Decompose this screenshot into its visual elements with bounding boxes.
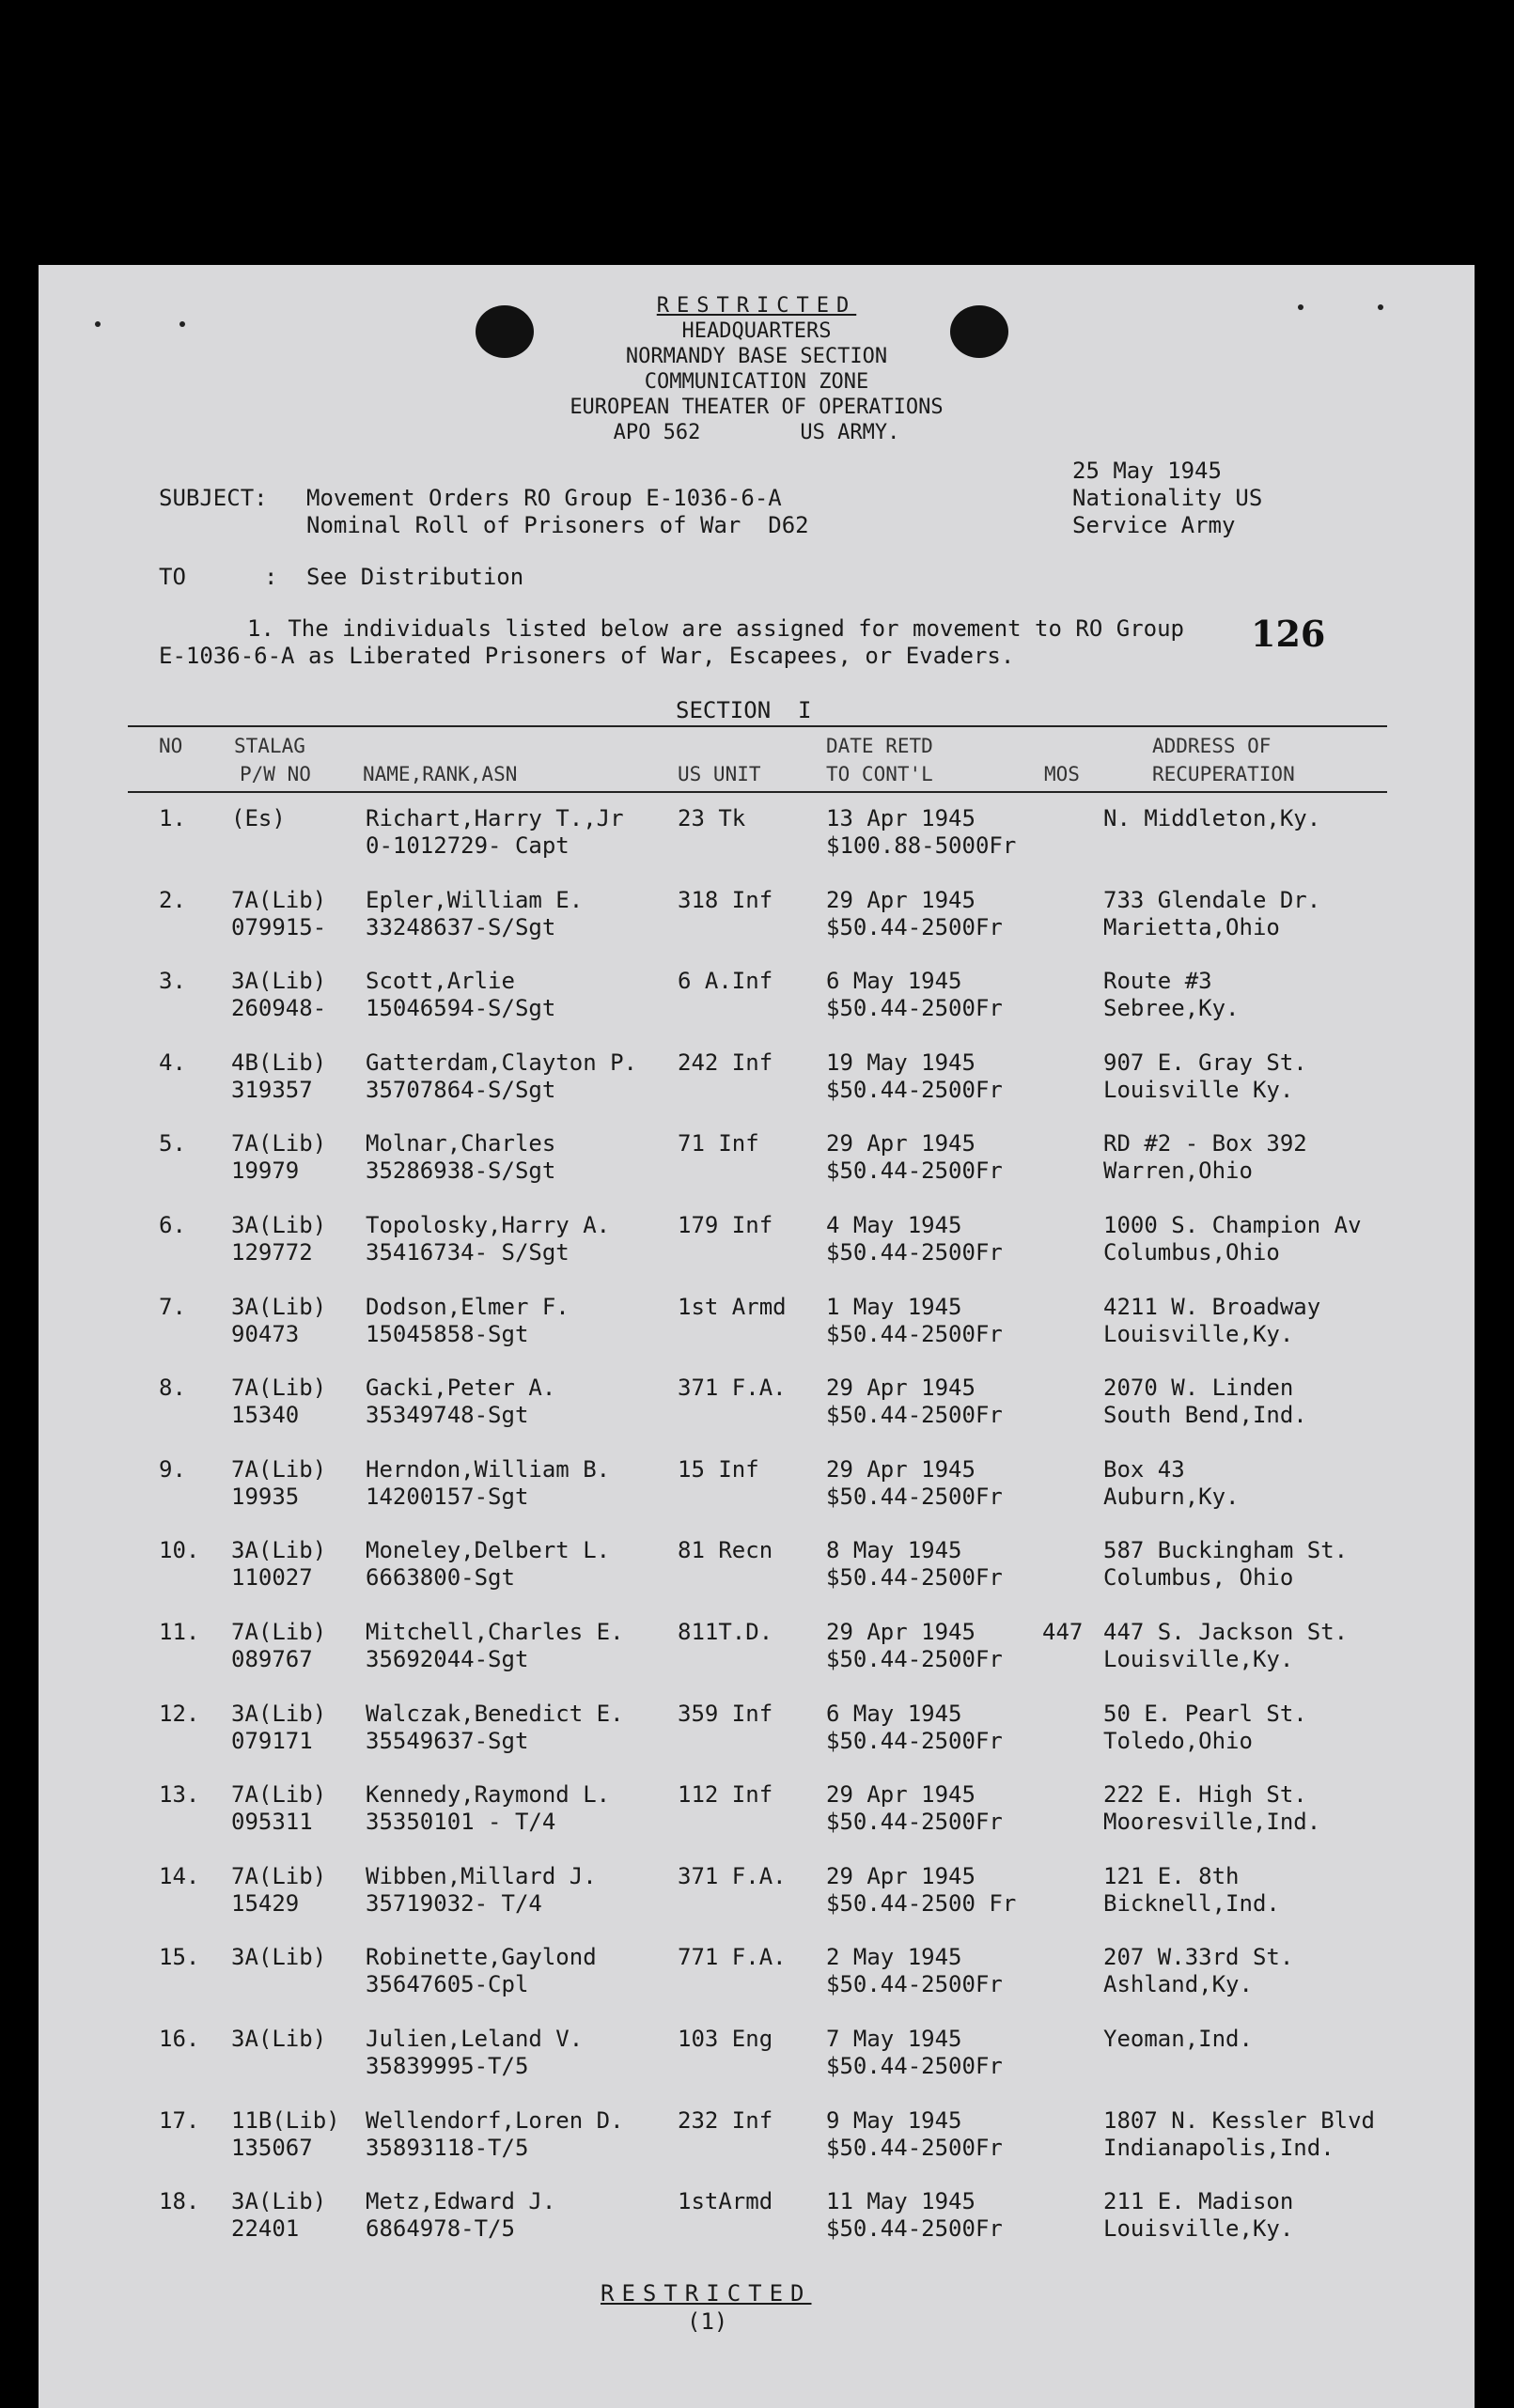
date-returned: 8 May 1945 xyxy=(826,1537,962,1564)
stalag: 3A(Lib) xyxy=(231,1293,327,1320)
payment: $50.44-2500 Fr xyxy=(826,1889,1017,1917)
prisoner-name: Walczak,Benedict E. xyxy=(366,1700,624,1727)
us-unit: 359 Inf xyxy=(678,1700,773,1727)
stalag: 3A(Lib) xyxy=(231,968,327,995)
date-returned: 29 Apr 1945 xyxy=(826,1862,976,1889)
pw-number: 19935 xyxy=(231,1483,300,1510)
letterhead-line: HEADQUARTERS xyxy=(681,319,832,343)
address-line: 2070 W. Linden xyxy=(1103,1375,1294,1402)
date-returned: 29 Apr 1945 xyxy=(826,1375,976,1402)
mos: 447 xyxy=(1042,1619,1084,1645)
date-returned: 2 May 1945 xyxy=(826,1944,962,1971)
table-row xyxy=(39,968,1475,1049)
prisoner-name: Gacki,Peter A. xyxy=(366,1375,556,1402)
us-unit: 15 Inf xyxy=(678,1455,759,1483)
prisoner-name: Julien,Leland V. xyxy=(366,2026,584,2052)
address-line: 447 S. Jackson St. xyxy=(1103,1619,1349,1645)
us-unit: 1stArmd xyxy=(678,2188,773,2215)
table-row xyxy=(39,1294,1475,1375)
payment: $50.44-2500Fr xyxy=(826,1483,1003,1510)
payment: $50.44-2500Fr xyxy=(826,1320,1003,1347)
pw-number: 079915- xyxy=(231,913,327,940)
serial-rank: 15045858-Sgt xyxy=(366,1320,529,1347)
us-unit: 371 F.A. xyxy=(678,1375,787,1402)
serial-rank: 33248637-S/Sgt xyxy=(366,913,556,940)
col-address: ADDRESS OF xyxy=(1152,735,1272,757)
table-row xyxy=(39,2107,1475,2188)
pw-number: 079171 xyxy=(231,1727,313,1754)
subject-label: SUBJECT: xyxy=(159,485,268,511)
date-returned: 29 Apr 1945 xyxy=(826,1619,976,1645)
address-city: Louisville,Ky. xyxy=(1103,2215,1294,2243)
serial-rank: 35549637-Sgt xyxy=(366,1727,529,1754)
stalag: 3A(Lib) xyxy=(231,1212,327,1238)
subject-line: Nominal Roll of Prisoners of War D62 xyxy=(306,512,809,538)
payment: $50.44-2500Fr xyxy=(826,1564,1003,1592)
prisoner-name: Kennedy,Raymond L. xyxy=(366,1781,611,1809)
table-row xyxy=(39,1619,1475,1700)
address-line: 1000 S. Champion Av xyxy=(1103,1212,1362,1238)
serial-rank: 35350101 - T/4 xyxy=(366,1809,556,1836)
date-returned: 11 May 1945 xyxy=(826,2188,976,2215)
us-unit: 179 Inf xyxy=(678,1212,773,1238)
col-name: NAME,RANK,ASN xyxy=(363,763,518,785)
address-line: 733 Glendale Dr. xyxy=(1103,886,1321,913)
row-number: 16. xyxy=(159,2026,200,2052)
address-city: Toledo,Ohio xyxy=(1103,1727,1253,1754)
payment: $50.44-2500Fr xyxy=(826,2053,1003,2079)
address-city: Warren,Ohio xyxy=(1103,1157,1253,1185)
address-line: 50 E. Pearl St. xyxy=(1103,1700,1307,1727)
pw-number: 135067 xyxy=(231,2134,313,2161)
prisoner-name: Scott,Arlie xyxy=(366,968,515,995)
prisoner-name: Moneley,Delbert L. xyxy=(366,1537,611,1564)
serial-rank: 0-1012729- Capt xyxy=(366,832,570,859)
address-city: Auburn,Ky. xyxy=(1103,1483,1240,1510)
address-line: 4211 W. Broadway xyxy=(1103,1293,1321,1320)
row-number: 12. xyxy=(159,1700,200,1727)
page-number: (1) xyxy=(687,2308,728,2335)
order-date: 25 May 1945 xyxy=(1072,458,1222,484)
prisoner-name: Molnar,Charles xyxy=(366,1130,556,1157)
us-unit: 71 Inf xyxy=(678,1130,759,1157)
us-unit: 23 Tk xyxy=(678,805,746,831)
row-number: 14. xyxy=(159,1862,200,1889)
pw-number: 15340 xyxy=(231,1402,300,1429)
serial-rank: 6663800-Sgt xyxy=(366,1564,515,1592)
payment: $50.44-2500Fr xyxy=(826,1076,1003,1103)
address-line: 207 W.33rd St. xyxy=(1103,1944,1294,1971)
address-city: Bicknell,Ind. xyxy=(1103,1889,1280,1917)
pw-number: 19979 xyxy=(231,1157,300,1185)
row-number: 4. xyxy=(159,1049,186,1076)
date-returned: 29 Apr 1945 xyxy=(826,1455,976,1483)
payment: $100.88-5000Fr xyxy=(826,832,1017,859)
to-value: See Distribution xyxy=(306,564,524,590)
payment: $50.44-2500Fr xyxy=(826,2215,1003,2243)
payment: $50.44-2500Fr xyxy=(826,995,1003,1022)
address-line: Box 43 xyxy=(1103,1455,1185,1483)
stamp-number: 126 xyxy=(1251,613,1326,655)
us-unit: 318 Inf xyxy=(678,886,773,913)
section-title: SECTION I xyxy=(676,697,812,723)
stalag: (Es) xyxy=(231,805,286,831)
us-unit: 6 A.Inf xyxy=(678,968,773,995)
address-line: Route #3 xyxy=(1103,968,1212,995)
us-unit: 112 Inf xyxy=(678,1781,773,1809)
classification-top: RESTRICTED xyxy=(656,294,857,318)
table-row xyxy=(39,1944,1475,2025)
prisoner-name: Wibben,Millard J. xyxy=(366,1862,597,1889)
pw-number: 15429 xyxy=(231,1889,300,1917)
address-city: Columbus,Ohio xyxy=(1103,1239,1280,1266)
serial-rank: 35893118-T/5 xyxy=(366,2134,529,2161)
stalag: 7A(Lib) xyxy=(231,1130,327,1157)
pw-number: 260948- xyxy=(231,995,327,1022)
address-line: 222 E. High St. xyxy=(1103,1781,1307,1809)
address-line: 1807 N. Kessler Blvd xyxy=(1103,2106,1375,2134)
paragraph-line: E-1036-6-A as Liberated Prisoners of War, Escapees, or Evaders. xyxy=(159,643,1015,669)
stalag: 3A(Lib) xyxy=(231,1944,327,1971)
payment: $50.44-2500Fr xyxy=(826,1157,1003,1185)
address-city: Columbus, Ohio xyxy=(1103,1564,1294,1592)
row-number: 15. xyxy=(159,1944,200,1971)
address-line: N. Middleton,Ky. xyxy=(1103,805,1321,831)
pw-number: 129772 xyxy=(231,1239,313,1266)
pw-number: 22401 xyxy=(231,2215,300,2243)
col-stalag: STALAG xyxy=(234,735,305,757)
address-city: Sebree,Ky. xyxy=(1103,995,1240,1022)
date-returned: 29 Apr 1945 xyxy=(826,1130,976,1157)
table-row xyxy=(39,2188,1475,2269)
table-row xyxy=(39,887,1475,968)
stalag: 3A(Lib) xyxy=(231,2026,327,2052)
date-returned: 29 Apr 1945 xyxy=(826,1781,976,1809)
service: Service Army xyxy=(1072,512,1236,538)
serial-rank: 15046594-S/Sgt xyxy=(366,995,556,1022)
pw-number: 095311 xyxy=(231,1809,313,1836)
date-returned: 6 May 1945 xyxy=(826,968,962,995)
pw-number: 90473 xyxy=(231,1320,300,1347)
stalag: 3A(Lib) xyxy=(231,2188,327,2215)
table-row xyxy=(39,1130,1475,1211)
row-number: 5. xyxy=(159,1130,186,1157)
row-number: 3. xyxy=(159,968,186,995)
stalag: 7A(Lib) xyxy=(231,1862,327,1889)
letterhead xyxy=(39,293,1475,445)
col-no: NO xyxy=(159,735,183,757)
row-number: 13. xyxy=(159,1781,200,1809)
serial-rank: 14200157-Sgt xyxy=(366,1483,529,1510)
row-number: 18. xyxy=(159,2188,200,2215)
date-returned: 4 May 1945 xyxy=(826,1212,962,1238)
serial-rank: 6864978-T/5 xyxy=(366,2215,515,2243)
stalag: 7A(Lib) xyxy=(231,1619,327,1645)
letterhead-line: NORMANDY BASE SECTION xyxy=(625,345,888,368)
paragraph-line: 1. The individuals listed below are assigned for movement to RO Group xyxy=(247,615,1184,642)
col-pw-no: P/W NO xyxy=(240,763,311,785)
table-row xyxy=(39,1863,1475,1944)
address-city: Louisville Ky. xyxy=(1103,1076,1294,1103)
payment: $50.44-2500Fr xyxy=(826,1727,1003,1754)
address-city: Mooresville,Ind. xyxy=(1103,1809,1321,1836)
serial-rank: 35286938-S/Sgt xyxy=(366,1157,556,1185)
serial-rank: 35719032- T/4 xyxy=(366,1889,542,1917)
pw-number: 110027 xyxy=(231,1564,313,1592)
address-city: Indianapolis,Ind. xyxy=(1103,2134,1335,2161)
table-row xyxy=(39,1701,1475,1781)
table-row xyxy=(39,1049,1475,1130)
address-line: Yeoman,Ind. xyxy=(1103,2026,1253,2052)
stalag: 7A(Lib) xyxy=(231,886,327,913)
section-rule xyxy=(128,725,1387,727)
col-unit: US UNIT xyxy=(678,763,761,785)
address-line: 907 E. Gray St. xyxy=(1103,1049,1307,1076)
pw-number: 319357 xyxy=(231,1076,313,1103)
table-row xyxy=(39,2026,1475,2106)
us-unit: 81 Recn xyxy=(678,1537,773,1564)
row-number: 11. xyxy=(159,1619,200,1645)
table-row xyxy=(39,1781,1475,1862)
col-mos: MOS xyxy=(1044,763,1080,785)
us-unit: 103 Eng xyxy=(678,2026,773,2052)
nationality: Nationality US xyxy=(1072,485,1263,511)
payment: $50.44-2500Fr xyxy=(826,1646,1003,1672)
col-date: DATE RETD xyxy=(826,735,933,757)
col-date-2: TO CONT'L xyxy=(826,763,933,785)
row-number: 6. xyxy=(159,1212,186,1238)
to-label: TO xyxy=(159,564,186,590)
address-line: 121 E. 8th xyxy=(1103,1862,1240,1889)
date-returned: 7 May 1945 xyxy=(826,2026,962,2052)
payment: $50.44-2500Fr xyxy=(826,913,1003,940)
address-city: Ashland,Ky. xyxy=(1103,1971,1253,1998)
row-number: 1. xyxy=(159,805,186,831)
letterhead-line: APO 562 US ARMY. xyxy=(613,421,900,444)
serial-rank: 35692044-Sgt xyxy=(366,1646,529,1672)
prisoner-name: Richart,Harry T.,Jr xyxy=(366,805,624,831)
row-number: 2. xyxy=(159,886,186,913)
prisoner-name: Metz,Edward J. xyxy=(366,2188,556,2215)
prisoner-name: Gatterdam,Clayton P. xyxy=(366,1049,637,1076)
serial-rank: 35349748-Sgt xyxy=(366,1402,529,1429)
stalag: 7A(Lib) xyxy=(231,1455,327,1483)
serial-rank: 35839995-T/5 xyxy=(366,2053,529,2079)
document-page xyxy=(39,265,1475,2408)
classification-bottom: RESTRICTED xyxy=(601,2280,812,2307)
row-number: 7. xyxy=(159,1293,186,1320)
date-returned: 6 May 1945 xyxy=(826,1700,962,1727)
us-unit: 811T.D. xyxy=(678,1619,773,1645)
us-unit: 242 Inf xyxy=(678,1049,773,1076)
us-unit: 1st Armd xyxy=(678,1293,787,1320)
prisoner-name: Mitchell,Charles E. xyxy=(366,1619,624,1645)
us-unit: 371 F.A. xyxy=(678,1862,787,1889)
prisoner-name: Topolosky,Harry A. xyxy=(366,1212,611,1238)
table-row xyxy=(39,1537,1475,1618)
stalag: 4B(Lib) xyxy=(231,1049,327,1076)
prisoner-name: Dodson,Elmer F. xyxy=(366,1293,570,1320)
pw-number: 089767 xyxy=(231,1646,313,1672)
address-city: Marietta,Ohio xyxy=(1103,913,1280,940)
row-number: 17. xyxy=(159,2106,200,2134)
date-returned: 9 May 1945 xyxy=(826,2106,962,2134)
address-city: Louisville,Ky. xyxy=(1103,1320,1294,1347)
payment: $50.44-2500Fr xyxy=(826,1402,1003,1429)
date-returned: 29 Apr 1945 xyxy=(826,886,976,913)
us-unit: 771 F.A. xyxy=(678,1944,787,1971)
serial-rank: 35416734- S/Sgt xyxy=(366,1239,570,1266)
stalag: 11B(Lib) xyxy=(231,2106,340,2134)
payment: $50.44-2500Fr xyxy=(826,1809,1003,1836)
date-returned: 19 May 1945 xyxy=(826,1049,976,1076)
date-returned: 1 May 1945 xyxy=(826,1293,962,1320)
prisoner-name: Robinette,Gaylond xyxy=(366,1944,597,1971)
serial-rank: 35647605-Cpl xyxy=(366,1971,529,1998)
prisoner-name: Wellendorf,Loren D. xyxy=(366,2106,624,2134)
table-row xyxy=(39,1375,1475,1455)
table-row xyxy=(39,805,1475,886)
to-colon: : xyxy=(264,564,278,590)
letterhead-line: COMMUNICATION ZONE xyxy=(644,370,869,394)
row-number: 10. xyxy=(159,1537,200,1564)
address-line: RD #2 - Box 392 xyxy=(1103,1130,1307,1157)
stalag: 3A(Lib) xyxy=(231,1537,327,1564)
prisoner-name: Epler,William E. xyxy=(366,886,584,913)
payment: $50.44-2500Fr xyxy=(826,1971,1003,1998)
stalag: 3A(Lib) xyxy=(231,1700,327,1727)
prisoner-name: Herndon,William B. xyxy=(366,1455,611,1483)
address-line: 587 Buckingham St. xyxy=(1103,1537,1349,1564)
date-returned: 13 Apr 1945 xyxy=(826,805,976,831)
stalag: 7A(Lib) xyxy=(231,1781,327,1809)
row-number: 9. xyxy=(159,1455,186,1483)
table-row xyxy=(39,1212,1475,1293)
us-unit: 232 Inf xyxy=(678,2106,773,2134)
address-line: 211 E. Madison xyxy=(1103,2188,1294,2215)
payment: $50.44-2500Fr xyxy=(826,1239,1003,1266)
col-address-2: RECUPERATION xyxy=(1152,763,1295,785)
address-city: South Bend,Ind. xyxy=(1103,1402,1307,1429)
table-row xyxy=(39,1456,1475,1537)
serial-rank: 35707864-S/Sgt xyxy=(366,1076,556,1103)
payment: $50.44-2500Fr xyxy=(826,2134,1003,2161)
stalag: 7A(Lib) xyxy=(231,1375,327,1402)
header-rule xyxy=(128,791,1387,793)
row-number: 8. xyxy=(159,1375,186,1402)
subject-line: Movement Orders RO Group E-1036-6-A xyxy=(306,485,782,511)
letterhead-line: EUROPEAN THEATER OF OPERATIONS xyxy=(570,396,944,419)
address-city: Louisville,Ky. xyxy=(1103,1646,1294,1672)
